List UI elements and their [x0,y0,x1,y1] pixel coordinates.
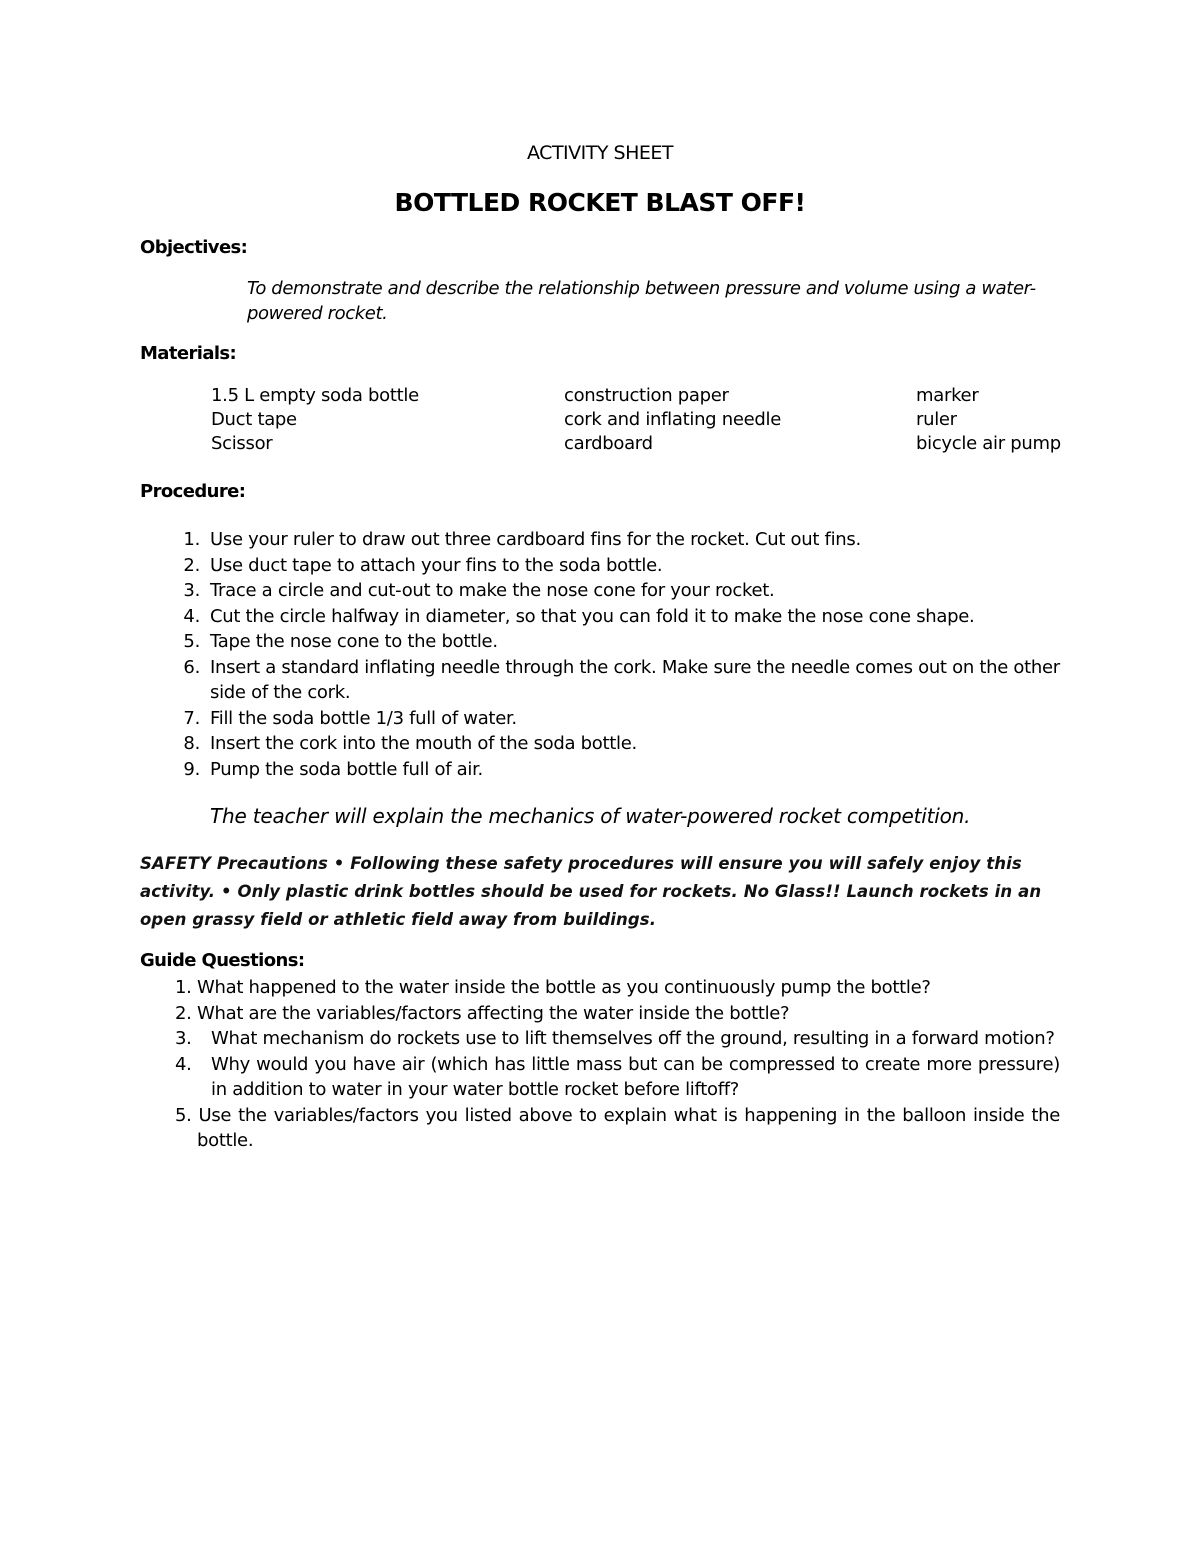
materials-column-2 [564,384,781,456]
step-number: 8. [183,733,200,754]
material-item: ruler [916,409,957,430]
procedure-steps [168,527,1068,782]
step-text: Pump the soda bottle full of air. [210,758,483,780]
materials-column-1 [211,384,419,456]
material-item: bicycle air pump [916,433,1061,454]
step-text: Insert the cork into the mouth of the soda bottle. [210,733,637,754]
procedure-step [168,655,1068,706]
question-text: What are the variables/factors affecting the water inside the bottle? [197,1002,790,1024]
procedure-label: Procedure: [140,481,246,502]
step-text: Cut the circle halfway in diameter, so that you can fold it to make the nose cone shape. [210,605,975,627]
materials-label: Materials: [140,343,237,364]
teacher-note: The teacher will explain the mechanics of water-powered rocket competition. [210,804,971,828]
step-number: 9. [183,758,200,780]
question-text: What mechanism do rockets use to lift themselves off the ground, resulting in a forward motion? [211,1028,1055,1049]
question-text: What happened to the water inside the bottle as you continuously pump the bottle? [197,977,931,998]
step-number: 1. [183,529,200,550]
materials-column-3 [916,384,1061,456]
safety-precautions: SAFETY Precautions • Following these safety procedures will ensure you will safely enjoy this activity. • Only plastic drink bottles should be used for rockets. No Glass!! Launch rockets in an open grassy field or athletic field away from buildings. [140,854,1042,929]
guide-question [175,1052,1060,1103]
guide-question [175,1001,1060,1027]
guide-question [175,975,1060,1001]
question-number: 3. [175,1028,192,1049]
question-number: 4. [175,1053,192,1075]
material-item: cardboard [564,433,653,454]
step-number: 3. [183,580,200,601]
step-number: 4. [183,605,200,627]
step-number: 6. [183,656,200,678]
procedure-step [168,553,1068,579]
step-text: Trace a circle and cut-out to make the nose cone for your rocket. [210,580,775,601]
question-number: 5. [175,1104,192,1126]
material-item: marker [916,385,979,406]
procedure-step [168,527,1068,553]
question-text: Why would you have air (which has little mass but can be compressed to create more pressure) in addition to water in your water bottle rocket before liftoff? [211,1053,1060,1100]
guide-question [175,1103,1060,1154]
material-item: 1.5 L empty soda bottle [211,385,419,406]
guide-question [175,1026,1060,1052]
step-text: Use duct tape to attach your fins to the soda bottle. [210,554,663,576]
step-number: 2. [183,554,200,576]
question-text: Use the variables/factors you listed above to explain what is happening in the balloon inside the bottle. [197,1104,1060,1151]
material-item: cork and inflating needle [564,409,781,430]
document-kicker: ACTIVITY SHEET [527,142,673,164]
procedure-step [168,757,1068,783]
procedure-step [168,731,1068,757]
document-title: BOTTLED ROCKET BLAST OFF! [394,188,806,217]
step-text: Tape the nose cone to the bottle. [210,631,498,652]
step-text: Insert a standard inflating needle through the cork. Make sure the needle comes out on the other side of the cork. [210,656,1060,703]
objectives-label: Objectives: [140,237,248,258]
guide-questions-label: Guide Questions: [140,950,305,971]
procedure-step [168,578,1068,604]
guide-questions [175,975,1060,1154]
material-item: Duct tape [211,409,297,430]
step-number: 5. [183,631,200,652]
material-item: construction paper [564,385,729,406]
question-number: 2. [175,1002,192,1024]
material-item: Scissor [211,433,273,454]
procedure-step [168,604,1068,630]
step-number: 7. [183,707,200,729]
objectives-text: To demonstrate and describe the relationship between pressure and volume using a water-powered rocket. [247,278,1036,324]
step-text: Fill the soda bottle 1/3 full of water. [210,707,517,729]
procedure-step [168,706,1068,732]
step-text: Use your ruler to draw out three cardboard fins for the rocket. Cut out fins. [210,529,861,550]
question-number: 1. [175,977,192,998]
procedure-step [168,629,1068,655]
